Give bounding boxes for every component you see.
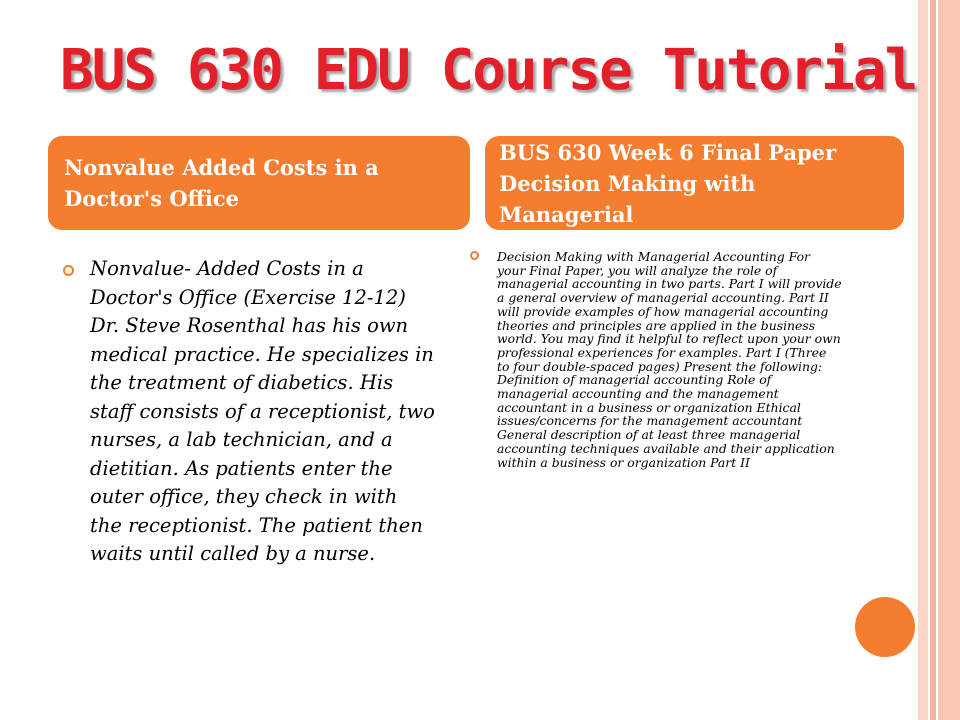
bullet-icon — [63, 265, 74, 276]
slide-title: BUS 630 EDU Course Tutorial — [60, 38, 917, 103]
left-column-header-text: Nonvalue Added Costs in a Doctor's Office — [64, 155, 379, 211]
decorative-circle — [855, 597, 915, 657]
right-column-header — [485, 136, 904, 230]
left-column-header — [48, 136, 470, 230]
right-column-body: Decision Making with Managerial Accounting For your Final Paper, you will analyze the role of managerial accounting in two parts. Part I will provide a general overview of managerial accounting. Part II will provide examples of how managerial accounting theories and principles are applied in the business world. You may find it helpful to reflect upon your own professional experiences for examples. Part I (Three to four double-spaced pages) Present the following: Definition of managerial accounting Role of managerial accounting and the management accountant in a business or organization Ethical issues/concerns for the management accountant General description of at least three managerial accounting techniques available and their application within a business or organization Part II — [497, 249, 842, 470]
right-column-header-text: BUS 630 Week 6 Final Paper Decision Making with Managerial — [499, 139, 837, 227]
left-column-body: Nonvalue- Added Costs in a Doctor's Office (Exercise 12-12) Dr. Steve Rosenthal has his own medical practice. He specializes in the treatment of diabetics. His staff consists of a receptionist, two nurses, a lab technician, and a dietitian. As patients enter the outer office, they check in with the receptionist. The patient then waits until called by a nurse. — [90, 257, 435, 565]
decorative-edge-stripes — [918, 0, 960, 720]
bullet-icon — [470, 251, 479, 260]
